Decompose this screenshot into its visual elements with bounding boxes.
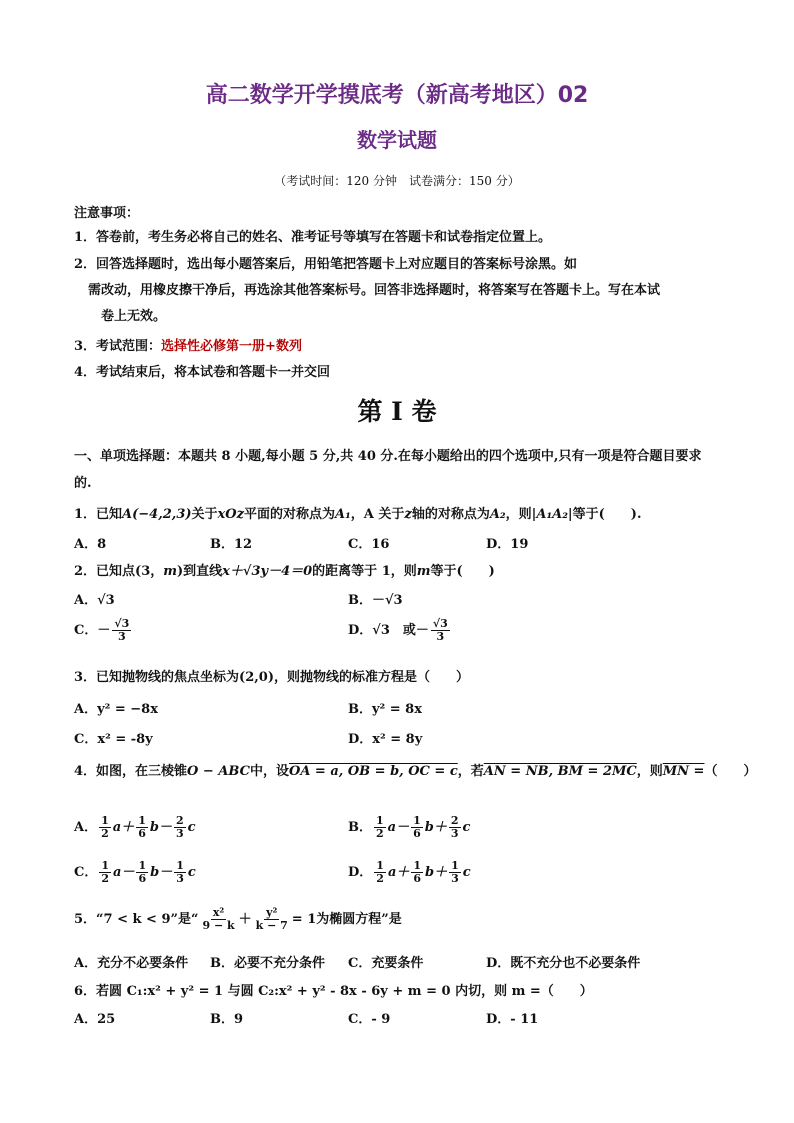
fraction [174,815,186,840]
fraction [99,815,111,840]
q2-m: m [163,564,178,579]
q4-tetrahedron: O − ABC [187,764,250,779]
fraction-denominator: 6 [413,872,422,885]
fraction-denominator: 3 [176,872,184,885]
question-5-stem [74,907,402,932]
q1-distance: |A₁A₂| [531,507,573,522]
q1-text: 关于 [191,507,218,522]
q5-option-b: B．必要不充分条件 [210,956,325,971]
q2-c-prefix: C．－ [74,623,111,638]
option-label: C． [74,865,98,880]
note-2-line-1: 2．回答选择题时，选出每小题答案后，用铅笔把答题卡上对应题目的答案标号涂黑。如 [74,257,578,272]
q4-text: ，若 [457,764,484,779]
q1-option-c: C．16 [348,537,390,552]
note-2-line-3: 卷上无效。 [101,309,167,324]
fraction-numerator: √3 [114,617,130,630]
fraction-denominator: 9 − k [202,919,235,932]
term: b－ [149,820,172,835]
q1-text: ，A 关于 [350,507,405,522]
fraction [374,815,386,840]
term: c [187,865,196,880]
fraction-denominator: 2 [101,872,110,885]
note-3 [74,335,302,354]
q2-option-b: B．－√3 [348,593,403,608]
q2-text: 2．已知点(3， [74,564,164,579]
q5-fraction-x [200,907,236,932]
question-1-stem [74,503,641,522]
fraction-denominator: 3 [175,827,184,840]
fraction-numerator: 1 [138,859,147,872]
notes-heading: 注意事项： [74,206,140,221]
q1-a1: A₁ [335,507,351,522]
q2-c-fraction [112,618,131,643]
question-3-stem: 3．已知抛物线的焦点坐标为(2,0)，则抛物线的标准方程是（ ） [74,670,469,685]
fraction [449,815,461,840]
fraction [374,860,386,885]
note-2-line-2: 需改动，用橡皮擦干净后，再选涂其他答案标号。回答非选择题时，将答案写在答题卡上。写在本试 [88,283,661,298]
note-3-prefix: 3．考试范围： [74,339,162,354]
q5-option-a: A．充分不必要条件 [74,956,189,971]
term: b＋ [425,865,448,880]
fraction-numerator: 1 [138,814,146,827]
q4-text: ，则 [636,764,663,779]
fraction [99,860,111,885]
term: a－ [387,820,410,835]
q4-option-b [348,815,470,840]
fraction [136,815,148,840]
section-1-heading-line-2: 的. [74,476,92,491]
term: a－ [113,865,135,880]
term: a＋ [387,865,410,880]
q5-text: 5．“7 < k < 9”是“ [74,912,199,927]
q5-fraction-y [254,907,290,932]
term: a＋ [112,820,135,835]
note-4: 4．考试结束后，将本试卷和答题卡一并交回 [74,365,331,380]
q6-option-c: C．- 9 [348,1012,391,1027]
fraction [174,860,186,885]
term: c [187,820,196,835]
fraction-numerator: 1 [413,814,421,827]
question-2-stem [74,560,495,579]
q1-option-a: A．8 [74,537,107,552]
fraction-denominator: 3 [117,630,126,643]
q1-plane: xOz [217,507,244,522]
q4-text: 4．如图，在三棱锥 [74,764,188,779]
q4-option-c [74,860,196,885]
q1-option-b: B．12 [210,537,253,552]
q2-text: 的距离等于 1，则 [312,564,417,579]
fraction-denominator: 6 [138,872,147,885]
q6-option-d: D．- 11 [486,1012,539,1027]
q4-option-a [74,815,196,840]
q2-text: )到直线 [177,564,223,579]
q1-a2: A₂ [489,507,506,522]
q5-text: = 1为椭圆方程”是 [291,912,402,927]
q6-option-b: B．9 [210,1012,244,1027]
q4-text: （ ） [704,764,757,779]
fraction-numerator: x² [212,906,225,919]
q6-option-a: A．25 [74,1012,116,1027]
fraction-denominator: 2 [376,827,384,840]
fraction-denominator: 6 [413,827,421,840]
q5-option-c: C．充要条件 [348,956,424,971]
note-1: 1．答卷前，考生务必将自己的姓名、准考证号等填写在答题卡和试卷指定位置上。 [74,230,552,245]
fraction-numerator: 1 [101,859,110,872]
fraction [411,815,423,840]
section-1-heading-line-1: 一、单项选择题：本题共 8 小题,每小题 5 分,共 40 分.在每小题给出的四个选项中,只有一项是符合题目要求 [74,449,702,464]
q1-text: 轴的对称点为 [411,507,490,522]
q1-text: 1．已知 [74,507,123,522]
q2-m: m [416,564,431,579]
exam-scope: 选择性必修第一册+数列 [161,339,302,354]
fraction [411,860,423,885]
fraction-denominator: 3 [436,630,445,643]
q3-option-d: D．x² = 8y [348,732,423,747]
q4-option-d [348,860,471,885]
q1-option-d: D．19 [486,537,529,552]
q2-option-a: A．√3 [74,593,115,608]
q2-text: 等于( ) [430,564,495,579]
fraction-numerator: 1 [376,859,384,872]
fraction-denominator: k − 7 [255,919,288,932]
fraction [449,860,461,885]
q3-option-c: C．x² = -8y [74,732,153,747]
fraction-denominator: 6 [138,827,146,840]
q5-option-d: D．既不充分也不必要条件 [486,956,641,971]
fraction-numerator: 2 [175,814,184,827]
q2-line: x＋√3y－4＝0 [222,564,313,579]
fraction-denominator: 2 [376,872,384,885]
fraction-numerator: 1 [413,859,422,872]
term: c [462,865,471,880]
fraction [136,860,148,885]
term: b＋ [424,820,447,835]
q4-vectors: OA = a, OB = b, OC = c [289,764,458,779]
term: b－ [150,865,173,880]
q1-z: z [404,507,412,522]
q1-text: 等于( ). [572,507,642,522]
q3-option-b: B．y² = 8x [348,702,422,717]
fraction-denominator: 3 [451,872,459,885]
q4-mn: MN = [662,764,705,779]
q2-d-fraction [431,618,450,643]
option-label: D． [348,865,373,880]
option-label: B． [348,820,372,835]
page-title: 高二数学开学摸底考（新高考地区）02 [205,83,589,108]
q1-point: A(−4,2,3) [122,507,192,522]
q4-condition: AN = NB, BM = 2MC [483,764,637,779]
fraction-numerator: 1 [376,814,384,827]
fraction-denominator: 2 [101,827,109,840]
volume-title: 第 I 卷 [357,397,437,426]
q2-option-c [74,618,133,643]
q3-option-a: A．y² = −8x [74,702,158,717]
option-label: A． [74,820,98,835]
fraction-denominator: 3 [450,827,459,840]
question-4-stem [74,760,756,779]
fraction-numerator: 1 [176,859,184,872]
question-6-stem: 6．若圆 C₁:x² + y² = 1 与圆 C₂:x² + y² - 8x - 6y + m = 0 内切，则 m =（ ） [74,984,593,999]
fraction-numerator: √3 [432,617,448,630]
q1-text: ，则 [505,507,532,522]
page-subtitle: 数学试题 [357,128,437,152]
q1-text: 平面的对称点为 [244,507,336,522]
term: c [462,820,471,835]
q4-text: 中，设 [249,764,289,779]
fraction-numerator: 2 [450,814,459,827]
exam-info: （考试时间：120 分钟 试卷满分：150 分） [274,174,520,188]
fraction-numerator: 1 [451,859,459,872]
q2-option-d [348,618,452,643]
fraction-numerator: y² [266,906,278,919]
q2-d-prefix: D．√3 或－ [348,623,429,638]
fraction-numerator: 1 [101,814,109,827]
plus-sign: ＋ [238,912,252,927]
